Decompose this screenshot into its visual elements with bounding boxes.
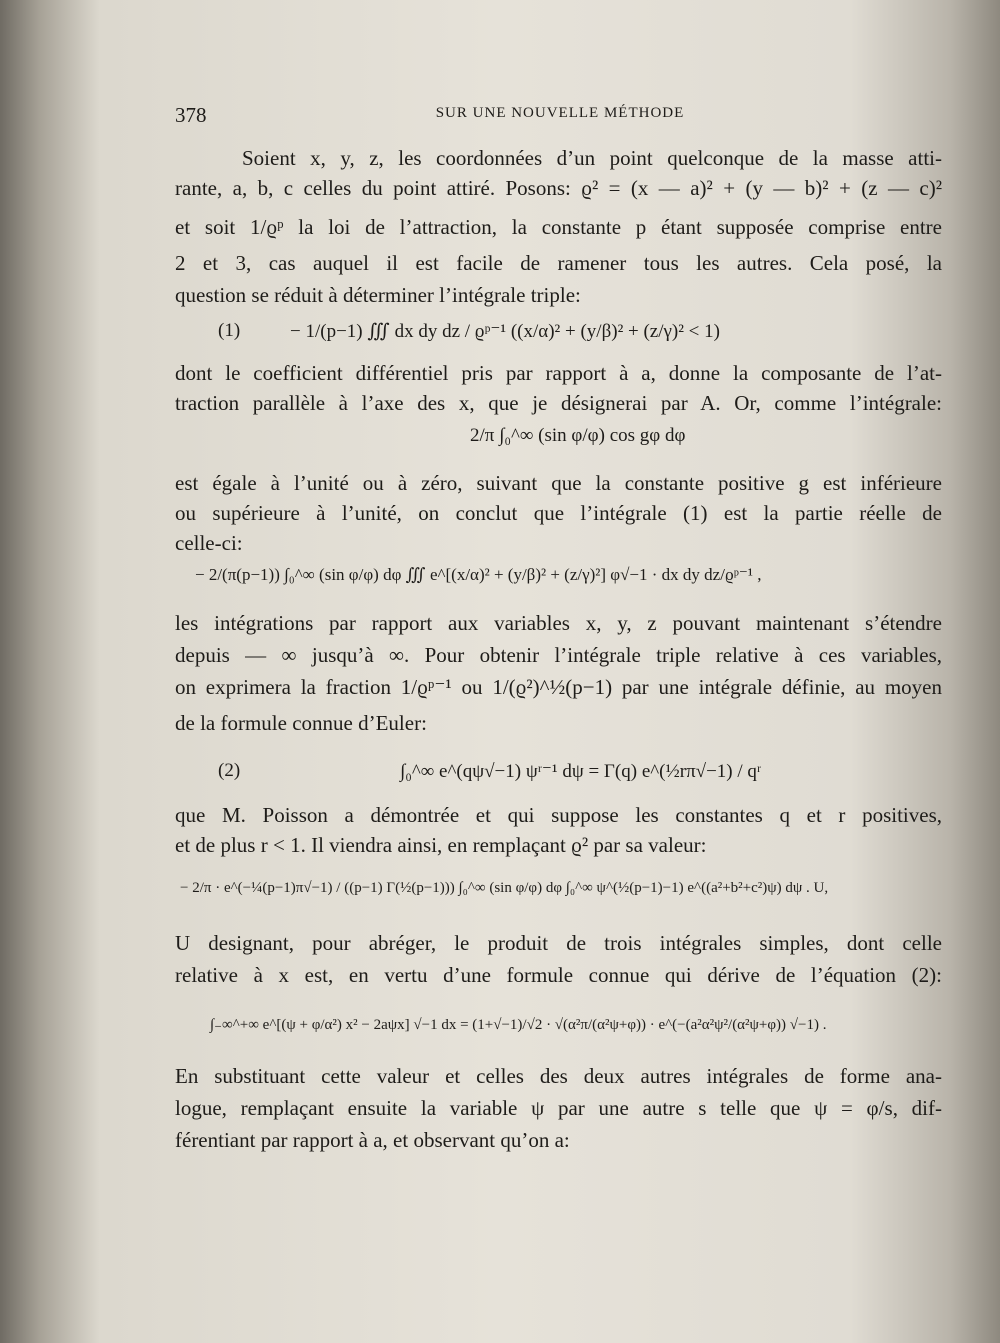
text-line: Soient x, y, z, les coordonnées d’un point quelconque de la masse atti- xyxy=(242,146,942,170)
equation-1: − 1/(p−1) ∭ dx dy dz / ϱᵖ⁻¹ ((x/α)² + (y/β)² + (z/γ)² < 1) xyxy=(290,321,720,342)
text-line: celle-ci: xyxy=(175,531,243,555)
text-line: traction parallèle à l’axe des x, que je désignerai par A. Or, comme l’intégrale: xyxy=(175,391,942,415)
equation-2: ∫₀^∞ e^(qψ√−1) ψʳ⁻¹ dψ = Γ(q) e^(½rπ√−1) / qʳ xyxy=(400,761,762,782)
running-title: SUR UNE NOUVELLE MÉTHODE xyxy=(435,105,685,121)
page-number: 378 xyxy=(175,103,207,127)
equation-number: (1) xyxy=(218,320,241,341)
text-line: rante, a, b, c celles du point attiré. Posons: ϱ² = (x — a)² + (y — b)² + (z — c)² xyxy=(175,176,942,200)
text-line: En substituant cette valeur et celles des deux autres intégrales de forme ana- xyxy=(175,1064,942,1088)
text-line: dont le coefficient différentiel pris par rapport à a, donne la composante de l’at- xyxy=(175,361,942,385)
text-line: est égale à l’unité ou à zéro, suivant que la constante positive g est inférieure xyxy=(175,471,942,495)
equation-integral-g: 2/π ∫₀^∞ (sin φ/φ) cos gφ dφ xyxy=(470,425,686,446)
text-line: on exprimera la fraction 1/ϱᵖ⁻¹ ou 1/(ϱ²)^½(p−1) par une intégrale définie, au moyen xyxy=(175,675,942,699)
text-line: et soit 1/ϱᵖ la loi de l’attraction, la constante p étant supposée comprise entre xyxy=(175,215,942,239)
text-line: relative à x est, en vertu d’une formule connue qui dérive de l’équation (2): xyxy=(175,963,942,987)
text-line: férentiant par rapport à a, et observant qu’on a: xyxy=(175,1128,570,1152)
text-line: ou supérieure à l’unité, on conclut que l’intégrale (1) est la partie réelle de xyxy=(175,501,942,525)
equation-4: − 2/π · e^(−¼(p−1)π√−1) / ((p−1) Γ(½(p−1))) ∫₀^∞ (sin φ/φ) dφ ∫₀^∞ ψ^(½(p−1)−1) e^((a²+b²+c²)ψ) dψ . U, xyxy=(180,880,829,896)
equation-3: − 2/(π(p−1)) ∫₀^∞ (sin φ/φ) dφ ∭ e^[(x/α)² + (y/β)² + (z/γ)²] φ√−1 · dx dy dz/ϱᵖ⁻¹ , xyxy=(195,565,762,584)
text-line: logue, remplaçant ensuite la variable ψ par une autre s telle que ψ = φ/s, dif- xyxy=(175,1096,942,1120)
text-line: que M. Poisson a démontrée et qui suppose les constantes q et r positives, xyxy=(175,803,942,827)
equation-5: ∫₋∞^+∞ e^[(ψ + φ/α²) x² − 2aψx] √−1 dx = (1+√−1)/√2 · √(α²π/(α²ψ+φ)) · e^(−(a²α²ψ²/(α²ψ+φ)) √−1) . xyxy=(210,1017,827,1033)
text-line: les intégrations par rapport aux variables x, y, z pouvant maintenant s’étendre xyxy=(175,611,942,635)
text-line: et de plus r < 1. Il viendra ainsi, en remplaçant ϱ² par sa valeur: xyxy=(175,833,707,857)
equation-number: (2) xyxy=(218,760,241,781)
text-line: depuis — ∞ jusqu’à ∞. Pour obtenir l’intégrale triple relative à ces variables, xyxy=(175,643,942,667)
text-line: 2 et 3, cas auquel il est facile de ramener tous les autres. Cela posé, la xyxy=(175,251,942,275)
text-line: U designant, pour abréger, le produit de trois intégrales simples, dont celle xyxy=(175,931,942,955)
text-line: question se réduit à déterminer l’intégrale triple: xyxy=(175,283,581,307)
page-header xyxy=(175,103,945,133)
text-line: de la formule connue d’Euler: xyxy=(175,711,427,735)
